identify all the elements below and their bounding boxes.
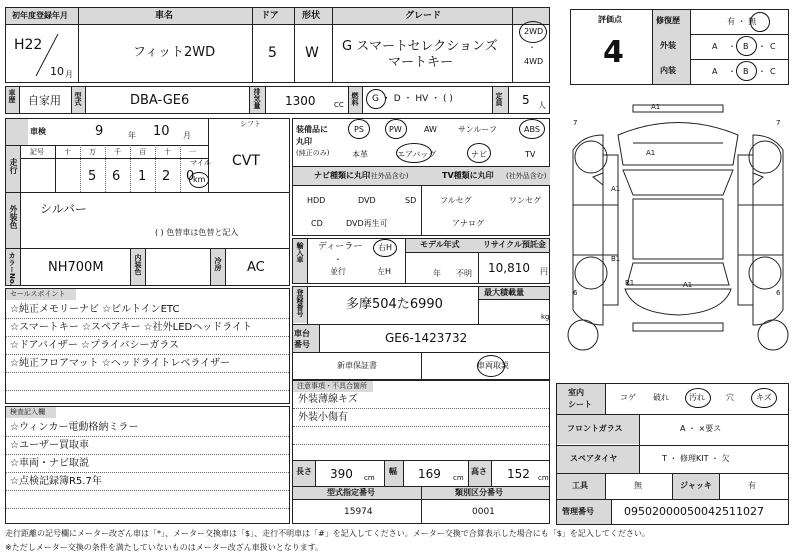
wheel-number-0: 7: [573, 119, 578, 127]
displacement-label: 排気量: [253, 88, 261, 109]
digit-1: 6: [112, 169, 121, 184]
length-value: 390: [330, 467, 353, 481]
diagram-label-3: B1: [611, 255, 621, 263]
grade-line1: G スマートセレクションズ: [342, 39, 498, 54]
digit-label-5: 十: [164, 148, 171, 156]
notice-1: 外装薄線キズ: [298, 394, 358, 405]
diagram-label-0: A1: [651, 103, 661, 111]
cc-unit: CC: [334, 101, 344, 109]
chassis-label: 車台: [294, 329, 310, 338]
navi-dvd: DVD: [358, 196, 376, 205]
import-label: 輸入車: [296, 242, 304, 263]
model-year-unknown: 不明: [456, 269, 472, 278]
tv-analog: アナログ: [452, 219, 484, 228]
wheel-number-3: 6: [776, 289, 781, 297]
ext-b: B: [743, 42, 749, 51]
digit-label-2: 万: [89, 148, 96, 156]
sales-point-4: ☆純正フロアマット ☆ヘッドライトレベライザー: [10, 358, 231, 369]
new-car-warranty: 新車保証書: [337, 361, 377, 370]
digit-label-1: 十: [64, 148, 71, 156]
model-value: DBA-GE6: [130, 93, 190, 108]
exterior-label: 外装: [660, 41, 676, 50]
equipment-label-2: 丸印: [296, 137, 312, 146]
reg-year-label: 初年度登録年月: [12, 11, 68, 20]
inspector-notes-label: 検査記入欄: [10, 408, 45, 416]
windshield-label: フロントガラス: [567, 424, 623, 433]
import-dealer: ディーラー: [318, 242, 363, 252]
notice-2: 外装小傷有: [298, 412, 348, 423]
shift-value: CVT: [232, 153, 260, 169]
shift-label: シフト: [240, 120, 261, 128]
model-year-unit: 年: [433, 269, 441, 278]
equip-pw: PW: [389, 125, 402, 134]
inspection-label: 車検: [30, 127, 46, 136]
equip-tv: TV: [525, 150, 536, 159]
height-value: 152: [507, 467, 530, 481]
repair-options: 有 ・ 無: [727, 17, 757, 26]
displacement-value: 1300: [285, 94, 316, 108]
registration-value: 多摩504た6990: [346, 297, 443, 312]
inspection-year-unit: 年: [128, 131, 136, 140]
digit-label-3: 千: [114, 148, 121, 156]
equip-ps: PS: [354, 125, 364, 134]
car-name-value: フィット2WD: [133, 45, 216, 60]
ac-value: AC: [247, 260, 265, 275]
equip-leather: 本革: [352, 150, 368, 159]
digit-label-0: 記号: [30, 148, 44, 156]
int-b: B: [743, 67, 749, 76]
tools-value: 無: [634, 481, 642, 490]
int-dot1: ・: [728, 67, 736, 76]
vehicle-manual: 車両取説: [477, 361, 509, 370]
model-designation-label: 型式指定番号: [327, 488, 375, 497]
footer-line1: 走行距離の記号欄にメーター改ざん車は「*」、メーター交換車は「$」、走行不明車は「#」を記入してください。メーター交換で合算表示した場合にも「$」を記入してください。: [5, 529, 650, 538]
footer-line2: ※ただしメーター交換の条件を満たしていないものはメーター改ざん車扱いとなります。: [5, 543, 324, 552]
inspection-month: 10: [153, 124, 170, 139]
color-label: 外装色: [9, 205, 18, 229]
tv-header: TV種類に丸印: [442, 171, 494, 180]
month-unit: 月: [65, 70, 73, 79]
navi-header: ナビ種類に丸印: [314, 171, 370, 180]
ext-a: A: [712, 42, 718, 51]
navi-sd: SD: [405, 196, 417, 205]
color-note: ( ) 色替車は色替と記入: [155, 228, 239, 237]
jack-label: ジャッキ: [680, 481, 712, 490]
wheel-number-1: 7: [776, 119, 781, 127]
sheet-yabure: 破れ: [653, 393, 669, 402]
equipment-label: 装備品に: [296, 125, 328, 134]
max-load-label: 最大積載量: [484, 288, 524, 297]
diagram-label-1: A1: [646, 149, 656, 157]
windshield-value: A ・ ×要ス: [680, 424, 722, 433]
jack-value: 有: [748, 481, 756, 490]
inspector-note-4: ☆点検記録簿R5.7年: [10, 476, 102, 487]
usage-value: 自家用: [28, 94, 61, 107]
equip-navi: ナビ: [471, 150, 487, 159]
notices-label: 注意事項・不具合箇所: [297, 382, 367, 390]
capacity-value: 5: [522, 93, 530, 107]
navi-sub: (社外品含む): [368, 172, 409, 180]
diagram-label-4: B1: [625, 279, 635, 287]
int-dot2: ・: [758, 67, 766, 76]
width-value: 169: [418, 467, 441, 481]
navi-dvd-play: DVD再生可: [346, 219, 388, 228]
category-label: 類別区分番号: [455, 488, 503, 497]
fuel-label: 燃料: [351, 92, 359, 106]
max-load-unit: kg: [541, 313, 550, 321]
digit-label-6: 一: [189, 148, 196, 156]
sales-point-1: ☆純正メモリーナビ ☆ビルトインETC: [10, 304, 180, 315]
sheet-ana: 穴: [726, 393, 734, 402]
drive-2wd: 2WD: [524, 27, 544, 36]
diagram-label-2: A1: [611, 185, 621, 193]
car-damage-diagram: [563, 95, 793, 380]
interior-sheet-label: 室内: [568, 388, 584, 397]
int-c: C: [770, 67, 776, 76]
sheet-koge: コゲ: [620, 393, 636, 402]
drive-dot: ・: [528, 43, 536, 52]
spare-tire-label: スペアタイヤ: [570, 454, 618, 463]
color-value: シルバー: [40, 202, 87, 216]
recycle-yen: 円: [540, 267, 548, 276]
import-parallel: 並行: [330, 267, 346, 276]
car-name-label: 車名: [155, 11, 174, 21]
color-no-label: カラーNo.: [8, 252, 16, 287]
width-label: 幅: [389, 467, 397, 476]
model-designation-value: 15974: [344, 507, 373, 517]
interior-color-label: 内装色: [134, 254, 142, 275]
mileage-label: 走行: [9, 158, 18, 174]
model-year-label: モデル年式: [420, 240, 460, 249]
inspection-month-unit: 月: [183, 131, 191, 140]
digit-label-4: 百: [139, 148, 146, 156]
equip-abs: ABS: [524, 125, 540, 134]
spare-tire-value: T ・ 修理KIT ・ 欠: [662, 454, 730, 463]
sales-point-3: ☆ドアバイザー ☆プライバシーガラス: [10, 340, 180, 351]
inspector-note-1: ☆ウィンカー電動格納ミラー: [10, 422, 139, 433]
capacity-label: 定員: [495, 92, 503, 106]
registration-label: 登録番号: [296, 289, 304, 317]
import-left: 左H: [377, 267, 392, 276]
digit-2: 1: [138, 169, 147, 184]
wheel-number-2: 6: [573, 289, 578, 297]
recycle-label: リサイクル預託金: [483, 240, 546, 249]
digit-0: 5: [88, 169, 97, 184]
digit-4: 0: [186, 169, 195, 184]
length-unit: cm: [364, 474, 375, 482]
month-value: 10: [50, 65, 64, 78]
management-value: 09502000050042511027: [624, 505, 764, 518]
era-value: H22: [14, 37, 43, 53]
usage-label: 車歴: [8, 89, 16, 103]
tv-sub: (社外品含む): [506, 172, 547, 180]
repair-label: 修復歴: [656, 16, 680, 25]
shape-value: W: [305, 45, 319, 61]
sales-point-2: ☆スマートキー ☆スペアキー ☆社外LEDヘッドライト: [10, 322, 252, 333]
category-value: 0001: [472, 507, 495, 517]
chassis-label-2: 番号: [294, 340, 310, 349]
tv-oneseg: ワンセグ: [509, 196, 541, 205]
equip-sunroof: サンルーフ: [458, 125, 497, 134]
tv-fullseg: フルセグ: [440, 196, 472, 205]
fuel-options: G ・ D ・ HV ・ ( ): [372, 94, 453, 104]
grade-label: グレード: [405, 11, 442, 21]
interior-label: 内装: [660, 66, 676, 75]
navi-hdd: HDD: [307, 196, 326, 205]
model-label: 型式: [74, 92, 82, 106]
door-label: ドア: [261, 11, 279, 21]
management-label: 管理番号: [562, 507, 594, 516]
inspector-note-3: ☆車両・ナビ取説: [10, 458, 89, 469]
ac-label: 冷房: [214, 257, 222, 271]
interior-sheet-label-2: シート: [568, 400, 592, 409]
inspection-year: 9: [95, 124, 104, 139]
grade-line2: マートキー: [388, 55, 454, 70]
inspector-note-2: ☆ユーザー買取車: [10, 440, 89, 451]
doors-value: 5: [268, 45, 277, 61]
recycle-value: 10,810: [488, 261, 530, 275]
color-no-value: NH700M: [48, 260, 104, 275]
mile-label: マイル: [190, 159, 211, 167]
ext-dot1: ・: [728, 42, 736, 51]
drive-4wd: 4WD: [524, 57, 544, 66]
score-label: 評価点: [598, 15, 622, 24]
int-a: A: [712, 67, 718, 76]
equip-aw: AW: [424, 125, 437, 134]
height-unit: cm: [538, 474, 549, 482]
score-value: 4: [603, 35, 624, 70]
width-unit: cm: [453, 474, 464, 482]
equip-airbag: エアバッグ: [397, 150, 437, 159]
height-label: 高さ: [471, 467, 487, 476]
import-right: 右H: [378, 243, 393, 252]
ext-c: C: [770, 42, 776, 51]
sheet-yogore: 汚れ: [689, 393, 705, 402]
capacity-unit: 人: [538, 101, 546, 110]
row2-table: [5, 86, 550, 114]
diagram-label-5: A1: [683, 281, 693, 289]
shape-label: 形状: [302, 11, 321, 21]
chassis-value: GE6-1423732: [385, 331, 468, 345]
length-label: 長さ: [296, 467, 312, 476]
sales-points-label: セールスポイント: [10, 290, 66, 298]
navi-cd: CD: [311, 219, 323, 228]
equipment-label-3: (純正のみ): [296, 149, 330, 157]
ext-dot2: ・: [758, 42, 766, 51]
import-dealer-dot: ・: [334, 255, 342, 264]
sheet-kizu: キズ: [756, 393, 772, 402]
digit-3: 2: [162, 169, 171, 184]
km-label: km: [193, 175, 206, 184]
tools-label: 工具: [572, 481, 588, 490]
